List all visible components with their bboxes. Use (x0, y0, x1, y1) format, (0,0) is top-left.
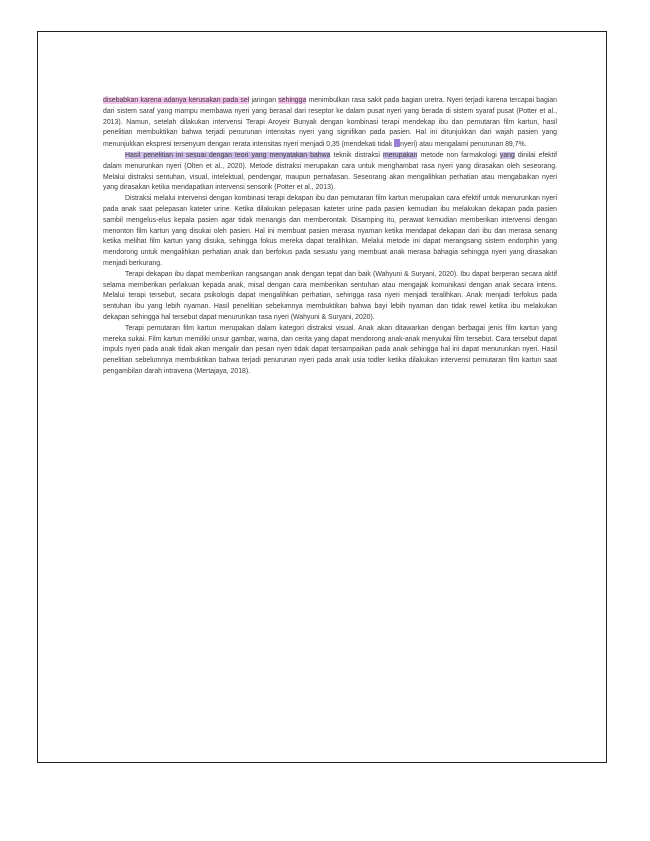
text-run: Terapi dekapan ibu dapat memberikan rangsangan anak dengan tepat dan baik (Wahyuni & Suryani, 2020). Ibu dapat berperan secara aktif selama memberikan perlakuan kepada anak, misal dengan cara memberikan sentuhan atau mengajak komunikasi dengan anak secara intens. Melalui terapi tersebut, secara psikologis dapat mengalihkan perhatian, sehingga rasa nyeri menjadi teralihkan. Anak menjadi terfokus pada sentuhan ibu yang lebih nyaman. Hasil penelitian sebelumnya membuktikan bahwa bayi lebih nyaman dan tidak rewel ketika ibu melakukan dekapan sehingga hal tersebut dapat menurunkan rasa nyeri (Wahyuni & Suryani, 2020). (103, 270, 557, 321)
text-run: Terapi pemutaran film kartun merupakan dalam kategori distraksi visual. Anak akan ditawarkan dengan berbagai jenis film kartun yang mereka sukai. Film kartun memiliki unsur gambar, warna, dan cerita yang dapat mendorong anak-anak menyukai film tersebut. Cara tersebut dapat impuls nyeri pada anak tidak akan mengalir dan pesan nyeri tidak dapat tersampaikan pada anak sehingga hal ini dapat menurunkan nyeri. Hasil penelitian sebelumnya membuktikan bahwa terjadi penurunan nyeri pada anak usia todler ketika dilakukan intervensi pemutaran film kartun saat pengambilan darah intravena (Mertajaya, 2018). (103, 324, 557, 375)
paragraph (103, 151, 557, 194)
document-page (37, 31, 607, 763)
highlighted-text: merupakan (382, 151, 418, 159)
text-run: Distraksi melalui intervensi dengan kombinasi terapi dekapan ibu dan pemutaran film kartun merupakan cara efektif untuk menurunkan nyeri pada anak saat pelepasan kateter urine. Ketika dilakukan pelepasan kateter urine pada pasien kemudian ibu melakukan dekapan pada pasien sambil mengelus-elus kepala pasien agar tidak menangis dan memberontak. Disamping itu, perawat kemudian memberikan intervensi dengan menonton film kartun yang disukai oleh pasien. Hal ini membuat pasien merasa nyaman ketika mendapat dekapan dari ibu dan merasa senang ketika melihat film kartun yang disuka, sehingga fokus mereka dapat teralihkan. Melalui metode ini dapat merangsang sistem endorphin yang mendorong untuk mengalihkan perhatian anak dan berfokus pada sesuatu yang membuat anak merasa bahagia sehingga nyeri yang dirasakan menjadi berkurang. (103, 195, 557, 267)
paragraph (103, 270, 557, 324)
document-body (103, 96, 557, 378)
text-run: jaringan (249, 97, 279, 104)
text-run: menimbulkan rasa sakit pada bagian uretra. Nyeri terjadi karena tercapai bagian dari sistem saraf yang mampu membawa nyeri yang berasal dari reseptor ke dalam pusat nyeri yang berada di sistem syaraf pusat (Potter et al., 2013). Namun, setelah dilakukan intervensi Terapi Aroyeir Bunyak dengan kombinasi terapi mendekap ibu dan pemutaran film kartun, hasil penelitian membuktikan bahwa terjadi penurunan intensitas nyeri yang signifikan pada pasien. Hal ini ditunjukkan dari wajah pasien yang menunjukkan ekspresi tersenyum dengan rerata intensitas nyeri menjadi 0,35 (mendekati tidak (103, 97, 557, 149)
text-run: metode non farmakologi (417, 151, 500, 159)
highlighted-text: sehingga (278, 97, 307, 104)
text-run: dinilai efektif dalam menurunkan nyeri (Olten et al., 2020). Metode distraksi merupakan cara untuk menghambat rasa nyeri yang dirasakan oleh seseorang. Melalui distraksi sentuhan, visual, intelektual, pendengar, maupun pernafasan. Seseorang akan mengalihkan perhatian atau mengabaikan nyeri yang dirasakan ketika mendapatkan intervensi sensorik (Potter et al., 2013). (103, 151, 557, 192)
highlighted-text: disebabkan karena adanya kerusakan pada sel (103, 97, 250, 104)
highlighted-text: yang (499, 151, 515, 159)
paragraph (103, 324, 557, 378)
paragraph (103, 96, 557, 151)
highlighted-text: Hasil penelitian ini sesuai dengan teori yang menyatakan bahwa (125, 151, 331, 159)
text-run: nyeri) atau mengalami penurunan 89,7%. (400, 141, 527, 149)
text-run: teknik distraksi (330, 151, 383, 159)
paragraph (103, 194, 557, 270)
